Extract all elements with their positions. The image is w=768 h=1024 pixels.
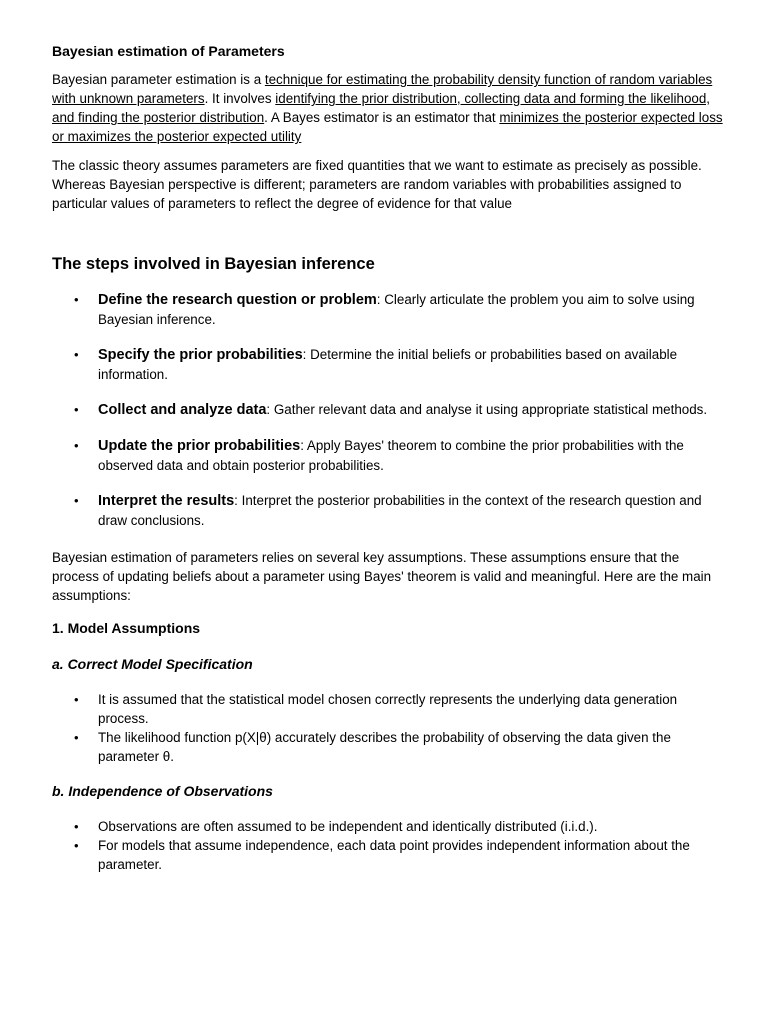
steps-list — [52, 290, 724, 530]
intro-underlined-1: technique for estimating the probability density function of random variables with unknown parameters — [52, 72, 713, 106]
intro-paragraph — [52, 70, 724, 146]
step-term: Specify the prior probabilities — [98, 347, 303, 363]
step-term: Update the prior probabilities — [98, 438, 301, 454]
step-term: Interpret the results — [98, 493, 235, 509]
model-assumptions-heading: 1. Model Assumptions — [52, 620, 201, 636]
list-item: • The likelihood function p(X|θ) accurately describes the probability of observing the data given the parameter θ. — [52, 728, 724, 766]
intro-text-2: . It involves — [204, 91, 276, 106]
independence-heading: b. Independence of Observations — [52, 783, 273, 799]
list-item: • Observations are often assumed to be independent and identically distributed (i.i.d.). — [52, 817, 724, 836]
intro-text-1: Bayesian parameter estimation is a — [52, 72, 265, 87]
step-desc: : Interpret the posterior probabilities in the context of the research question and draw conclusions. — [98, 493, 702, 528]
step-desc: : Gather relevant data and analyse it using appropriate statistical methods. — [266, 402, 708, 417]
intro-underlined-3: minimizes the posterior expected loss or maximizes the posterior expected utility — [52, 110, 723, 144]
list-item — [52, 436, 724, 475]
assumptions-intro-paragraph: Bayesian estimation of parameters relies on several key assumptions. These assumptions ensure that the process of updating beliefs about a parameter using Bayes' theorem is valid and meaningful. Here are the main assumptions: — [52, 550, 712, 603]
list-item — [52, 400, 724, 420]
list-item — [52, 491, 724, 530]
step-desc: : Clearly articulate the problem you aim to solve using Bayesian inference. — [98, 292, 695, 327]
list-item — [52, 290, 724, 329]
list-item: • For models that assume independence, each data point provides independent information about the parameter. — [52, 836, 724, 874]
steps-heading: The steps involved in Bayesian inference — [52, 255, 375, 273]
independence-list — [52, 817, 724, 874]
list-item — [52, 345, 724, 384]
document-title: Bayesian estimation of Parameters — [52, 43, 285, 59]
intro-underlined-2: identifying the prior distribution, collecting data and forming the likelihood, and finding the posterior distribution — [52, 91, 711, 125]
step-desc: : Apply Bayes' theorem to combine the prior probabilities with the observed data and obtain posterior probabilities. — [98, 438, 684, 473]
step-term: Collect and analyze data — [98, 402, 267, 418]
list-item: • It is assumed that the statistical model chosen correctly represents the underlying data generation process. — [52, 690, 724, 728]
correct-model-heading: a. Correct Model Specification — [52, 656, 253, 672]
step-desc: : Determine the initial beliefs or probabilities based on available information. — [98, 347, 678, 382]
intro-text-3: . A Bayes estimator is an estimator that — [264, 110, 500, 125]
step-term: Define the research question or problem — [98, 292, 377, 308]
correct-model-list — [52, 690, 724, 766]
classic-theory-paragraph: The classic theory assumes parameters are fixed quantities that we want to estimate as precisely as possible. Whereas Bayesian perspective is different; parameters are random variables with probabilities assigned to particular values of parameters to reflect the degree of evidence for that value — [52, 158, 702, 211]
